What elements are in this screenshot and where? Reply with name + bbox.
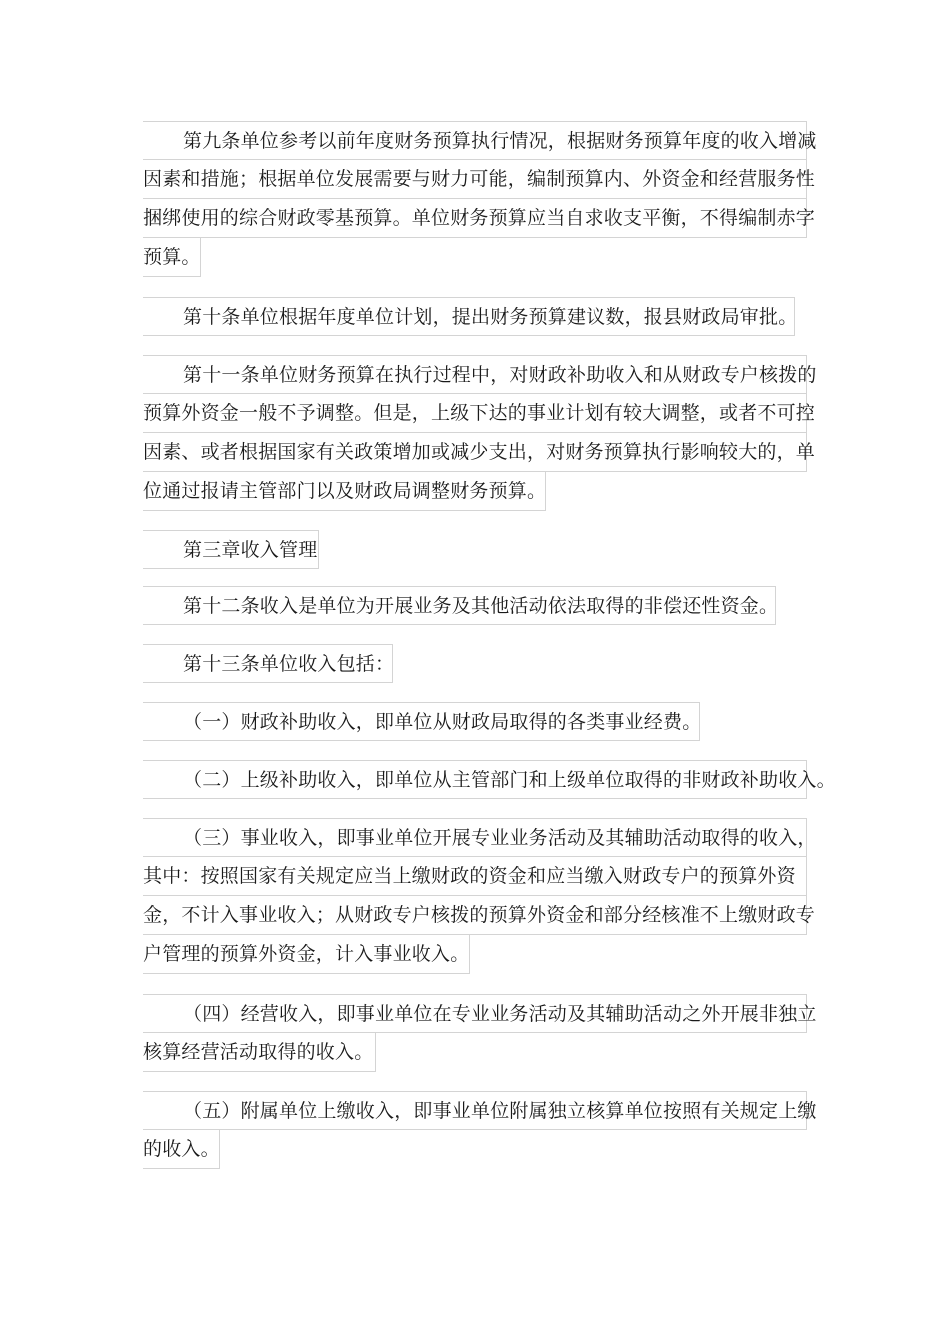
list-item-2: [143, 760, 836, 799]
text-line: 预算。: [143, 238, 201, 277]
text-line: 第十三条单位收入包括：: [143, 644, 393, 683]
paragraph-article-11: [143, 355, 817, 511]
list-item-3: [143, 818, 817, 974]
text-line: （一）财政补助收入，即单位从财政局取得的各类事业经费。: [143, 702, 700, 741]
text-line: 位通过报请主管部门以及财政局调整财务预算。: [143, 472, 546, 511]
paragraph-article-9: [143, 121, 817, 277]
text-line: 户管理的预算外资金，计入事业收入。: [143, 935, 470, 974]
text-line: 其中：按照国家有关规定应当上缴财政的资金和应当缴入财政专户的预算外资: [143, 857, 807, 896]
text-line: （五）附属单位上缴收入，即事业单位附属独立核算单位按照有关规定上缴: [143, 1091, 807, 1130]
text-line: 第十一条单位财务预算在执行过程中，对财政补助收入和从财政专户核拨的: [143, 355, 807, 394]
text-line: 因素、或者根据国家有关政策增加或减少支出，对财务预算执行影响较大的，单: [143, 433, 807, 472]
text-line: 预算外资金一般不予调整。但是，上级下达的事业计划有较大调整，或者不可控: [143, 394, 807, 433]
text-line: 第十二条收入是单位为开展业务及其他活动依法取得的非偿还性资金。: [143, 586, 776, 625]
chapter-heading: [143, 530, 807, 569]
text-line: （三）事业收入，即事业单位开展专业业务活动及其辅助活动取得的收入，: [143, 818, 807, 857]
paragraph-article-12: [143, 586, 807, 625]
text-line: 金，不计入事业收入；从财政专户核拨的预算外资金和部分经核准不上缴财政专: [143, 896, 807, 935]
text-line: 第十条单位根据年度单位计划，提出财务预算建议数，报县财政局审批。: [143, 297, 795, 336]
text-line: （二）上级补助收入，即单位从主管部门和上级单位取得的非财政补助收入。: [143, 760, 807, 799]
text-line: 的收入。: [143, 1130, 220, 1169]
text-line: 捆绑使用的综合财政零基预算。单位财务预算应当自求收支平衡，不得编制赤字: [143, 199, 807, 238]
text-line: （四）经营收入，即事业单位在专业业务活动及其辅助活动之外开展非独立: [143, 994, 807, 1033]
list-item-1: [143, 702, 807, 741]
list-item-4: [143, 994, 817, 1072]
text-line: 因素和措施；根据单位发展需要与财力可能，编制预算内、外资金和经营服务性: [143, 160, 807, 199]
text-line: 核算经营活动取得的收入。: [143, 1033, 376, 1072]
list-item-5: [143, 1091, 817, 1169]
paragraph-article-13: [143, 644, 807, 683]
text-line: 第九条单位参考以前年度财务预算执行情况，根据财务预算年度的收入增减: [143, 121, 807, 160]
text-line: 第三章收入管理: [143, 530, 319, 569]
paragraph-article-10: [143, 297, 807, 336]
